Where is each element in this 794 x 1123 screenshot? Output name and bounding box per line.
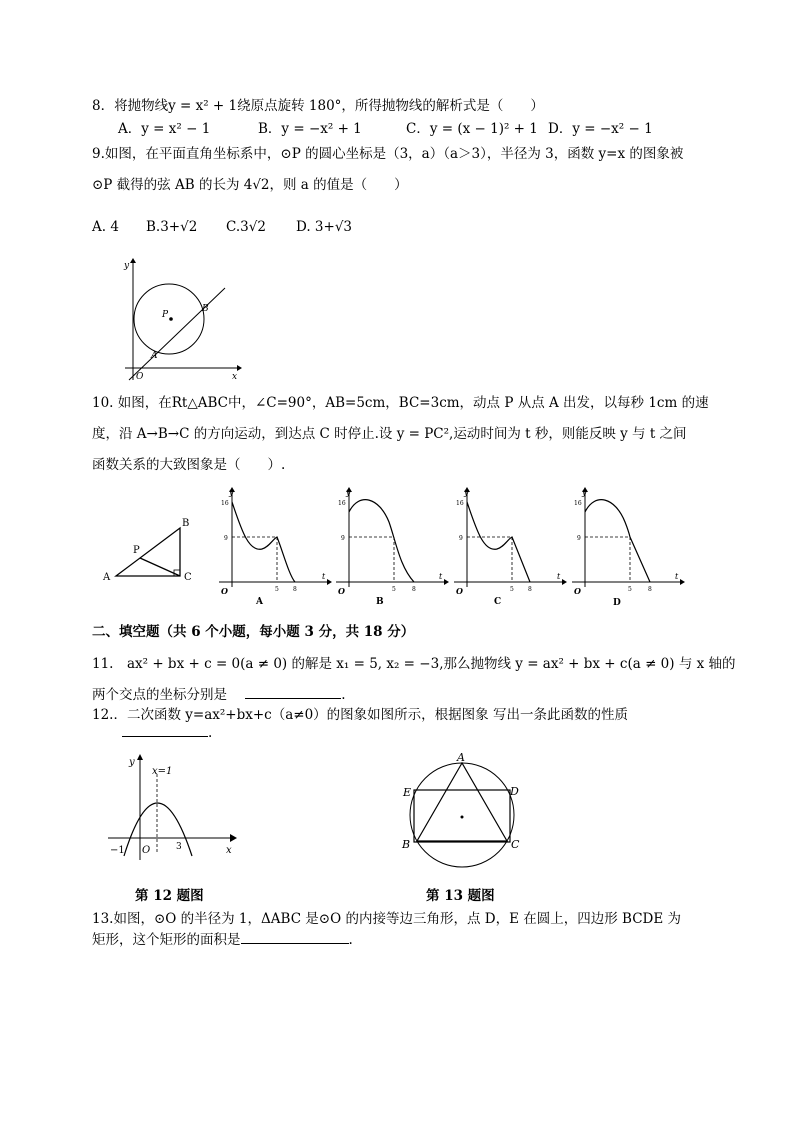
q10-graph-c [452,487,567,607]
q8-option-d: D．y = −x² − 1 [548,121,653,137]
q12-label-3: 3 [176,842,182,852]
graph-b-label-5: 5 [392,586,396,593]
q13-circle-o [410,763,514,867]
q8-option-c: C．y = (x − 1)² + 1 [406,121,538,137]
graph-b-t-arrow [444,579,449,585]
graph-b-curve [349,500,414,582]
graph-d-curve [585,500,650,582]
graph-d-label-5: 5 [628,586,632,593]
graph-c-label-16: 16 [456,500,464,507]
q8-stem: 8．将抛物线y = x² + 1绕原点旋转 180°，所得抛物线的解析式是（ ） [92,98,544,114]
q13-figure [400,750,530,860]
graph-c-curve [467,502,530,582]
q10-label-a: A [103,572,111,583]
q8-option-b: B．y = −x² + 1 [258,121,362,137]
q12-label-y: y [129,757,135,768]
graph-a-label-o: O [221,586,228,596]
q10-graph-d [570,487,685,607]
q10-triangle [116,528,180,576]
graph-a-label-8: 8 [293,586,297,593]
q9-line1: 9.如图，在平面直角坐标系中，⊙P 的圆心坐标是（3，a）（a＞3），半径为 3，函数 y=x 的图象被 [92,146,684,162]
graph-c-t-arrow [562,579,567,585]
q9-y-arrow [130,258,136,263]
q12-answer-blank[interactable] [122,736,208,737]
q10-line1: 10. 如图，在Rt△ABC中，∠C=90°，AB=5cm，BC=3cm，动点 P 从点 A 出发，以每秒 1cm 的速 [92,395,709,411]
q13-label-e: E [403,786,412,799]
graph-b-label-y: y [346,488,351,497]
graph-d-label-8: 8 [648,586,652,593]
graph-b-label-16: 16 [338,500,346,507]
graph-a-label-5: 5 [275,586,279,593]
graph-d-t-arrow [680,579,685,585]
q13-caption: 第 13 题图 [426,888,495,904]
q10-label-b: B [182,518,190,529]
q12-y-arrow [137,754,143,760]
q9-figure [115,255,245,385]
q9-circle-p [134,284,204,354]
q10-label-c: C [184,572,192,583]
graph-a-label-16: 16 [221,500,229,507]
q10-label-p: P [133,545,140,556]
q9-label-a: A [151,351,158,361]
q9-option-b: B.3+√2 [146,219,198,235]
q9-label-b: B [202,304,209,314]
q10-graph-b [334,487,449,607]
q10-line2: 度，沿 A→B→C 的方向运动，到达点 C 时停止.设 y = PC²,运动时间为 t 秒，则能反映 y 与 t 之间 [92,426,687,442]
q9-point-p [169,317,173,321]
q12-label-neg1: −1 [110,845,125,856]
q10-line3: 函数关系的大致图象是（ ）. [92,457,286,473]
graph-d-label-t: t [675,572,679,581]
q9-line-y-eq-x [129,288,225,380]
graph-d-label-16: 16 [574,500,582,507]
graph-c-label-y: y [464,488,469,497]
q9-option-c: C.3√2 [226,219,266,235]
graph-b-label-o: O [338,586,345,596]
graph-a-caption: A [256,597,263,607]
graph-d-caption: D [613,598,621,608]
graph-d-label-y: y [582,488,587,497]
q12-label-axis: x=1 [152,766,173,777]
graph-b-caption: B [376,597,384,607]
graph-b-label-8: 8 [412,586,416,593]
q10-segment-pc [140,558,180,576]
q9-label-y: y [124,261,130,271]
graph-a-curve [232,502,295,582]
q9-label-o: O [136,372,144,382]
graph-b-label-9: 9 [341,535,345,542]
graph-d-label-o: O [574,586,581,596]
graph-a-label-9: 9 [224,535,228,542]
q12-label-x: x [226,845,232,856]
q13-label-b: B [402,838,411,851]
q12-figure [100,752,240,862]
graph-b-label-t: t [439,572,443,581]
q13-answer-blank[interactable] [241,943,349,944]
graph-c-label-5: 5 [510,586,514,593]
q13-triangle-abc [417,763,507,841]
q10-graph-a [217,487,332,607]
q12-caption: 第 12 题图 [135,888,204,904]
graph-c-caption: C [494,597,502,607]
graph-a-label-y: y [229,488,234,497]
graph-c-label-o: O [456,586,463,596]
q12-parabola [124,803,192,856]
q12-blank-wrap: . [122,724,212,742]
graph-c-label-9: 9 [459,535,463,542]
q9-label-p: P [162,310,169,320]
q8-option-a: A．y = x² − 1 [118,121,211,137]
q11-line2-wrap: 两个交点的坐标分别是 . [92,687,346,703]
q9-option-d: D. 3+√3 [296,219,353,235]
q13-label-d: D [510,785,519,798]
q13-line2-wrap: 矩形，这个矩形的面积是 . [92,932,353,948]
q13-line1: 13.如图，⊙O 的半径为 1，ΔABC 是⊙O 的内接等边三角形，点 D，E 在圆上，四边形 BCDE 为 [92,911,682,927]
q11-line1: 11. ax² + bx + c = 0(a ≠ 0) 的解是 x₁ = 5, x₂ = −3,那么抛物线 y = ax² + bx + c(a ≠ 0) 与 x 轴的 [92,656,736,672]
q12-label-o: O [142,845,151,856]
q9-option-a: A. 4 [92,219,119,235]
graph-a-t-arrow [327,579,332,585]
section-heading: 二、填空题（共 6 个小题，每小题 3 分，共 18 分） [92,624,415,640]
q10-triangle-figure [100,508,200,598]
graph-c-label-t: t [557,572,561,581]
graph-c-label-8: 8 [528,586,532,593]
q13-label-c: C [511,838,520,851]
q11-answer-blank[interactable] [245,698,341,699]
q12-x-arrow [230,834,237,842]
q11-line2: 两个交点的坐标分别是 [92,687,227,703]
q12-line1: 12.．二次函数 y=ax²+bx+c（a≠0）的图象如图所示，根据图象 写出一条此函数的性质 [92,707,628,723]
q13-line2: 矩形，这个矩形的面积是 [92,932,241,948]
q9-line2: ⊙P 截得的弦 AB 的长为 4√2，则 a 的值是（ ） [92,177,408,193]
q9-label-x: x [232,372,238,382]
graph-a-label-t: t [322,572,326,581]
q13-label-a: A [457,751,465,764]
graph-d-label-9: 9 [577,535,581,542]
q9-x-arrow [237,365,242,371]
q13-center-o [461,816,464,819]
